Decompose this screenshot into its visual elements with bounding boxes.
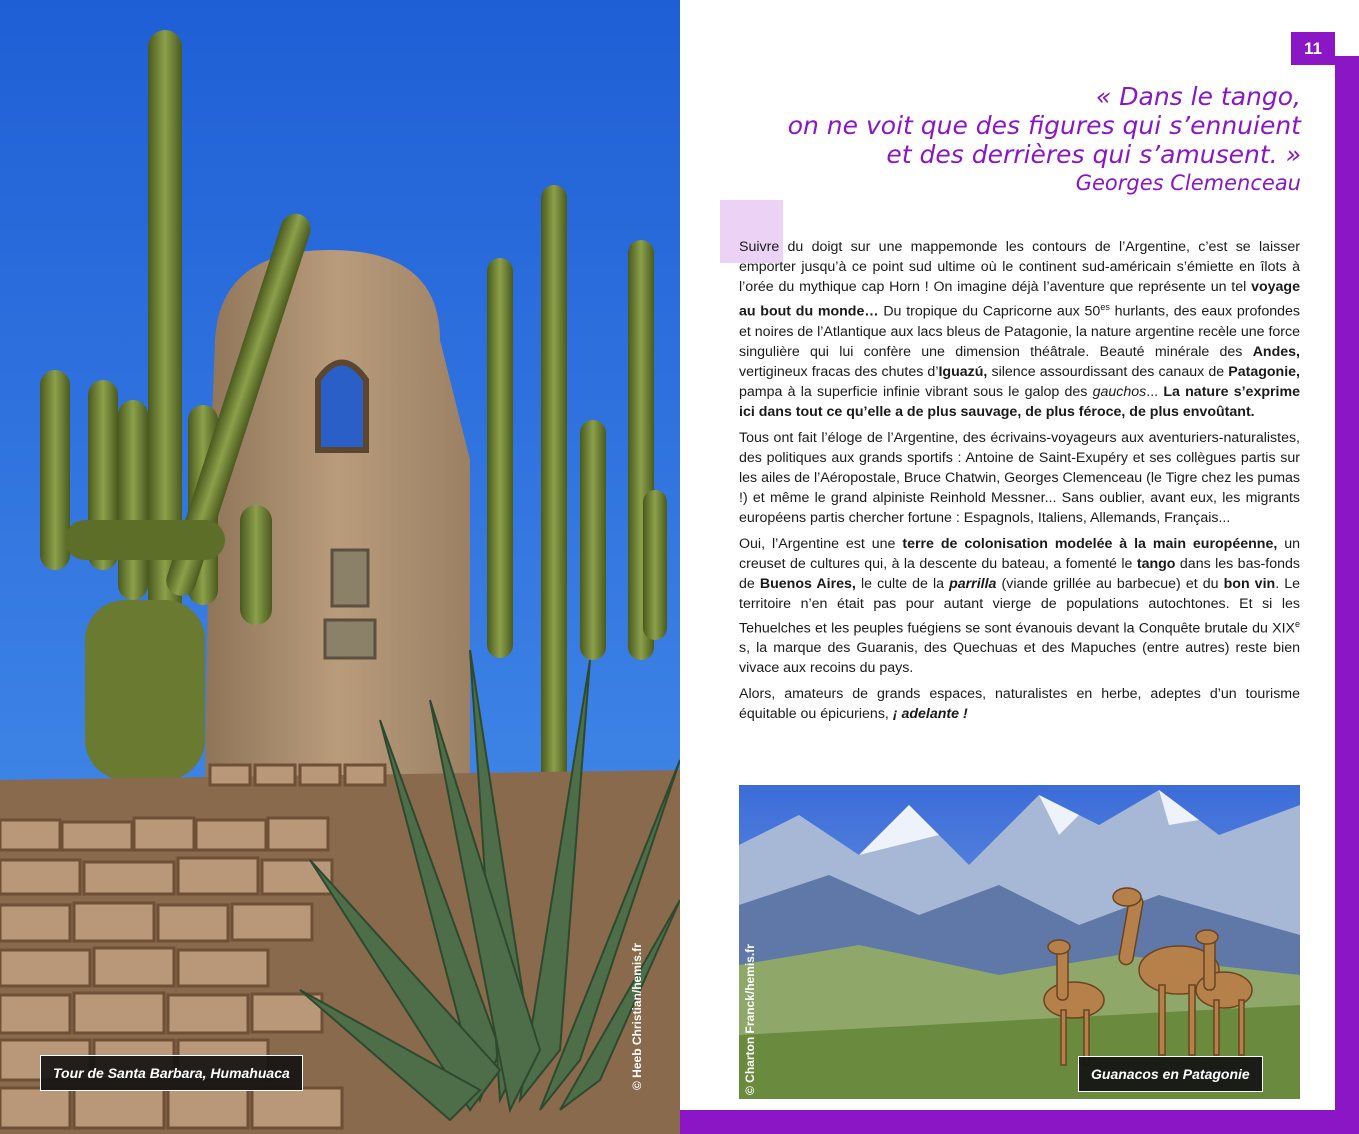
bold-text: terre de colonisation modelée à la main européenne, bbox=[902, 535, 1278, 552]
text-run: vertigineux fracas des chutes d’ bbox=[739, 363, 939, 380]
italic-text: gauchos bbox=[1092, 383, 1147, 400]
text-run: dans les bas-fonds de bbox=[739, 555, 1300, 592]
paragraph-4 bbox=[739, 684, 1300, 724]
bold-text: voyage au bout du monde… bbox=[739, 279, 1300, 320]
text-run: Alors, amateurs de grands espaces, naturalistes en herbe, adeptes d’un tourisme équitable ou épicuriens, bbox=[739, 686, 1300, 723]
text-run: ... bbox=[1146, 383, 1164, 400]
right-photo-credit: © Charton Franck/hemis.fr bbox=[743, 944, 757, 1095]
left-photo-credit: © Heeb Christian/hemis.fr bbox=[630, 943, 644, 1090]
bold-text: Patagonie, bbox=[1228, 363, 1300, 380]
right-page bbox=[680, 0, 1359, 1134]
quote-line-1: « Dans le tango, bbox=[1095, 82, 1301, 111]
bold-text: Andes, bbox=[1252, 343, 1300, 360]
text-run: le culte de la bbox=[855, 575, 950, 592]
page-number: 11 bbox=[1291, 32, 1335, 65]
text-run: hurlants, des eaux profondes et noires de l’Atlantique aux lacs bleus de Patagonie, la nature argentine recèle une force singulière qui lui confère une dimension théâtrale. Beauté minérale des bbox=[739, 303, 1300, 360]
text-run: . Le territoire n’en était pas pour autant vierge de populations autochtones. Et si les Tehuelches et les peuples fuégiens se sont évanouis devant la Conquête brutale du XIX bbox=[739, 575, 1300, 637]
text-run: Suivre du doigt sur une mappemonde les contours de l’Argentine, c’est se laisser emporter jusqu’à ce point sud ultime où le continent sud-américain s’émiette en îlots à l’orée du mythique cap Horn ! On imagine déjà l’aventure que représente un tel bbox=[739, 239, 1300, 295]
text-run: silence assourdissant des canaux de bbox=[987, 363, 1229, 380]
text-run: un creuset de cultures qui, à la descente du bateau, a fomenté le bbox=[739, 535, 1300, 572]
text-run: Du tropique du Capricorne aux 50 bbox=[878, 303, 1101, 320]
bold-text: La nature s’exprime ici dans tout ce qu’elle a de plus sauvage, de plus féroce, de plus envoûtant. bbox=[739, 383, 1300, 420]
superscript: e bbox=[1294, 618, 1300, 629]
quote-line-2: on ne voit que des figures qui s’ennuient bbox=[787, 111, 1301, 140]
paragraph-1 bbox=[739, 237, 1300, 422]
bold-italic-text: ¡ adelante ! bbox=[892, 706, 968, 723]
right-photo bbox=[739, 785, 1300, 1099]
left-photo-caption: Tour de Santa Barbara, Humahuaca bbox=[40, 1055, 303, 1091]
bold-text: bon vin bbox=[1223, 575, 1276, 592]
body-text bbox=[739, 237, 1300, 730]
bold-text: tango bbox=[1136, 555, 1176, 572]
bold-italic-text: parrilla bbox=[949, 575, 997, 592]
quote-line-3: et des derrières qui s’amusent. » bbox=[886, 140, 1301, 169]
accent-border-bottom bbox=[680, 1110, 1359, 1134]
text-run: pampa à la superficie infinie vibrant sous le galop des bbox=[739, 383, 1093, 400]
paragraph-2: Tous ont fait l’éloge de l’Argentine, des écrivains-voyageurs aux aventuriers-naturalistes, des politiques aux grands sportifs : Antoine de Saint-Exupéry et ses collègues partis sur les ailes de l’Aéropostale, Bruce Chatwin, Georges Clemenceau (le Tigre chez les pumas !) et même le grand alpiniste Reinhold Messner... Sans oublier, avant eux, les migrants européens partis chercher fortune : Espagnols, Italiens, Allemands, Français... bbox=[739, 429, 1300, 526]
right-photo-caption: Guanacos en Patagonie bbox=[1078, 1056, 1263, 1092]
epigraph-quote bbox=[788, 82, 1301, 198]
bold-text: Iguazú, bbox=[938, 363, 988, 380]
guanacos-image bbox=[739, 785, 1300, 1099]
quote-author: Georges Clemenceau bbox=[1075, 171, 1301, 195]
paragraph-3 bbox=[739, 534, 1300, 679]
bold-text: Buenos Aires, bbox=[759, 575, 856, 592]
text-run: Oui, l’Argentine est une bbox=[739, 535, 903, 552]
superscript: es bbox=[1100, 302, 1110, 312]
text-run: s, la marque des Guaranis, des Quechuas et des Mapuches (entre autres) reste bien vivace aux recoins du pays. bbox=[739, 640, 1300, 677]
text-run: (viande grillée au barbecue) et du bbox=[996, 575, 1224, 592]
accent-border-right bbox=[1335, 56, 1359, 1134]
